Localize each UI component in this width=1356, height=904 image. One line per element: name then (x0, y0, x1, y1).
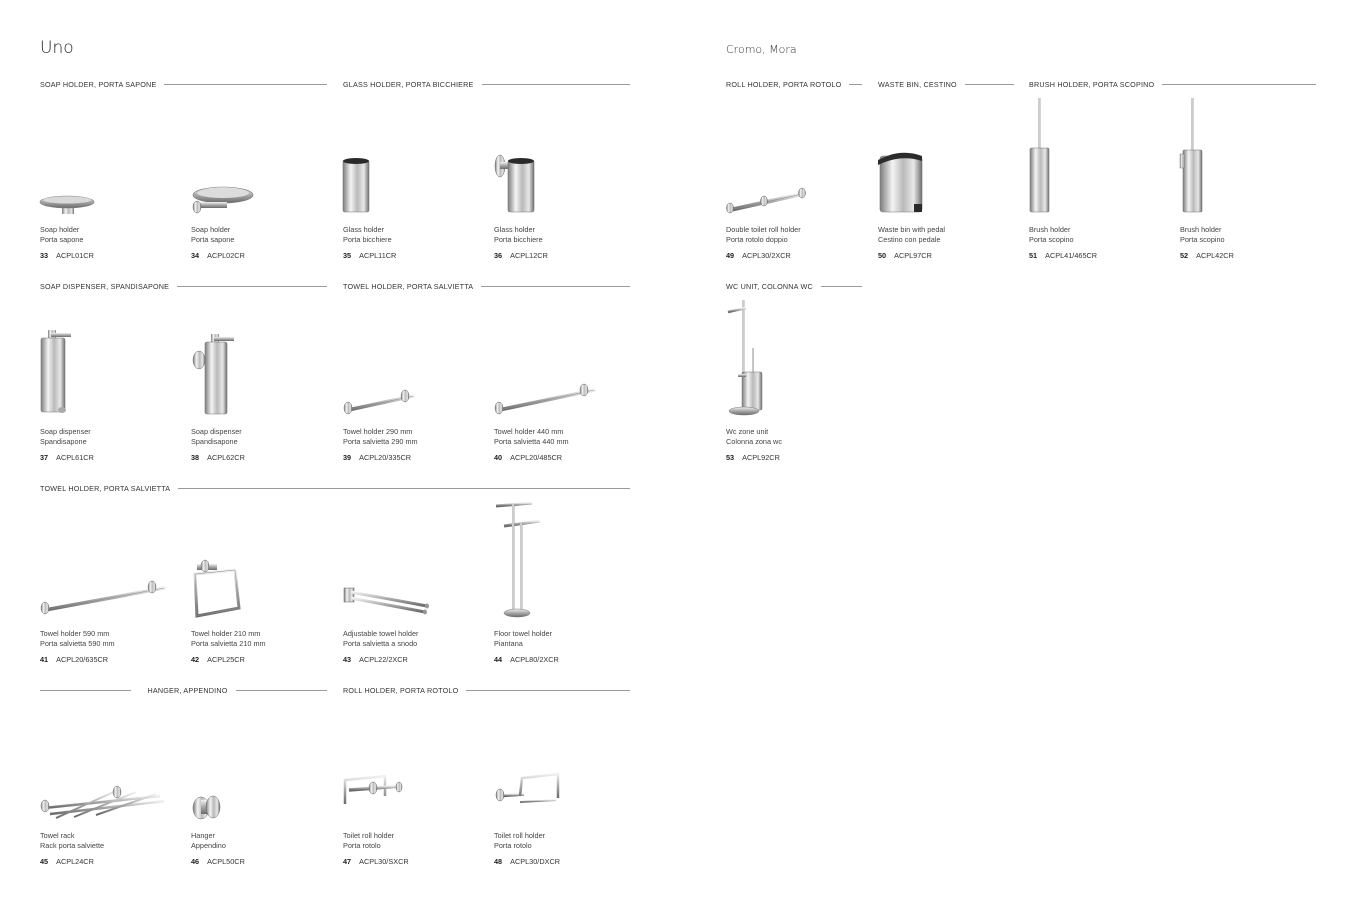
product-code-row (494, 251, 548, 260)
product-name: Soap holder (40, 225, 80, 234)
section-glass-holder (343, 78, 630, 90)
wc-column-icon (726, 300, 866, 422)
product-name: Soap dispenser (40, 427, 91, 436)
product-name: Towel holder 590 mm (40, 629, 110, 638)
section-label: WC UNIT, COLONNA WC (726, 281, 813, 291)
product-code: ACPL41/465CR (1045, 251, 1098, 260)
product-name-it: Porta bicchiere (343, 235, 392, 244)
product-name: Adjustable towel holder (343, 629, 419, 638)
product-card (1180, 98, 1320, 268)
product-name: Towel holder 290 mm (343, 427, 413, 436)
section-wc-unit (726, 280, 862, 292)
section-label: ROLL HOLDER, PORTA ROTOLO (726, 79, 842, 89)
product-code: ACPL24CR (56, 857, 94, 866)
section-rule (482, 84, 630, 85)
product-code: ACPL50CR (207, 857, 245, 866)
section-brush-holder (1029, 78, 1316, 90)
product-name-it: Porta rotolo (343, 841, 381, 850)
product-name: Towel holder 440 mm (494, 427, 564, 436)
product-name-it: Porta salvietta 210 mm (191, 639, 266, 648)
product-number: 39 (343, 453, 352, 462)
soap-dish-icon (40, 98, 180, 220)
long-towel-bar-icon (40, 502, 180, 624)
product-card (40, 704, 180, 874)
product-number: 50 (878, 251, 887, 260)
product-code: ACPL30/DXCR (510, 857, 561, 866)
roll-holder-left-icon (343, 704, 483, 826)
product-card (494, 704, 634, 874)
section-rule (466, 690, 630, 691)
product-code-row (40, 857, 94, 866)
product-name-it: Porta sapone (40, 235, 84, 244)
product-name-it: Porta salvietta 590 mm (40, 639, 115, 648)
product-number: 38 (191, 453, 200, 462)
toilet-brush-icon (1029, 98, 1169, 220)
product-name: Towel holder 210 mm (191, 629, 261, 638)
product-card (1029, 98, 1169, 268)
wall-soap-dispenser-icon (191, 300, 331, 422)
product-card (343, 98, 483, 268)
product-number: 35 (343, 251, 352, 260)
section-waste-bin (878, 78, 1014, 90)
product-code-row (191, 857, 245, 866)
product-card (40, 502, 180, 672)
product-number: 37 (40, 453, 49, 462)
product-code-row (494, 655, 559, 664)
product-name-it: Porta scopino (1180, 235, 1225, 244)
towel-rack-icon (40, 704, 180, 826)
product-name-it: Spandisapone (40, 437, 87, 446)
product-code-row (191, 453, 245, 462)
product-name-it: Porta rotolo doppio (726, 235, 788, 244)
hook-icon (191, 704, 331, 826)
product-name-it: Porta bicchiere (494, 235, 543, 244)
product-name-it: Porta salvietta 440 mm (494, 437, 569, 446)
product-name: Double toilet roll holder (726, 225, 801, 234)
product-code-row (494, 453, 562, 462)
product-card (191, 502, 331, 672)
section-towel-holder-a (343, 280, 630, 292)
pedal-bin-icon (878, 98, 1018, 220)
section-rule (1162, 84, 1316, 85)
section-label: WASTE BIN, CESTINO (878, 79, 957, 89)
wall-toilet-brush-icon (1180, 98, 1320, 220)
product-code: ACPL11CR (359, 251, 397, 260)
product-name: Towel rack (40, 831, 75, 840)
product-card (40, 98, 180, 268)
product-code-row (726, 453, 780, 462)
product-code-row (343, 857, 409, 866)
product-name: Floor towel holder (494, 629, 552, 638)
towel-ring-icon (191, 502, 331, 624)
section-soap-holder (40, 78, 327, 90)
section-towel-holder-b (40, 482, 630, 494)
tumbler-icon (343, 98, 483, 220)
short-towel-bar-icon (343, 300, 483, 422)
section-roll-holder-left (343, 684, 630, 696)
product-name-it: Appendino (191, 841, 226, 850)
product-card (191, 704, 331, 874)
section-roll-holder-right (726, 78, 862, 90)
product-code-row (40, 251, 94, 260)
product-code-row (1029, 251, 1097, 260)
section-rule (40, 690, 131, 691)
section-label: TOWEL HOLDER, PORTA SALVIETTA (40, 483, 171, 493)
product-code-row (191, 655, 245, 664)
product-code: ACPL01CR (56, 251, 94, 260)
product-card (726, 98, 866, 268)
section-hanger (40, 684, 327, 696)
product-card (343, 502, 483, 672)
section-rule (849, 84, 862, 85)
product-number: 34 (191, 251, 200, 260)
section-label: HANGER, APPENDINO (147, 685, 228, 695)
product-name-it: Porta salvietta 290 mm (343, 437, 418, 446)
product-number: 48 (494, 857, 503, 866)
product-name-it: Piantana (494, 639, 523, 648)
section-label: BRUSH HOLDER, PORTA SCOPINO (1029, 79, 1155, 89)
product-code: ACPL30/SXCR (359, 857, 409, 866)
product-code: ACPL42CR (1196, 251, 1234, 260)
product-name-it: Porta salvietta a snodo (343, 639, 418, 648)
product-name: Glass holder (494, 225, 535, 234)
product-number: 43 (343, 655, 352, 664)
product-card (343, 704, 483, 874)
product-code: ACPL92CR (742, 453, 780, 462)
product-number: 52 (1180, 251, 1189, 260)
section-label: ROLL HOLDER, PORTA ROTOLO (343, 685, 459, 695)
product-code: ACPL12CR (510, 251, 548, 260)
product-name-it: Porta rotolo (494, 841, 532, 850)
swivel-towel-bar-icon (343, 502, 483, 624)
product-number: 36 (494, 251, 503, 260)
product-code: ACPL62CR (207, 453, 245, 462)
section-label: SOAP HOLDER, PORTA SAPONE (40, 79, 157, 89)
product-card (191, 300, 331, 470)
product-name: Toilet roll holder (343, 831, 395, 840)
product-name: Wc zone unit (726, 427, 769, 436)
section-rule (481, 286, 630, 287)
product-code-row (343, 655, 408, 664)
product-number: 44 (494, 655, 503, 664)
series-title: Uno (40, 38, 74, 58)
product-code: ACPL02CR (207, 251, 245, 260)
medium-towel-bar-icon (494, 300, 634, 422)
product-code-row (191, 251, 245, 260)
product-code-row (878, 251, 932, 260)
product-code-row (40, 453, 94, 462)
product-code-row (494, 857, 560, 866)
product-name: Glass holder (343, 225, 384, 234)
section-label: TOWEL HOLDER, PORTA SALVIETTA (343, 281, 474, 291)
product-code: ACPL20/485CR (510, 453, 563, 462)
product-number: 41 (40, 655, 49, 664)
product-card (40, 300, 180, 470)
product-code: ACPL25CR (207, 655, 245, 664)
product-number: 42 (191, 655, 200, 664)
product-code-row (343, 251, 396, 260)
product-code: ACPL22/2XCR (359, 655, 408, 664)
product-name-it: Cestino con pedale (878, 235, 941, 244)
product-code-row (40, 655, 108, 664)
section-rule (178, 488, 630, 489)
product-code: ACPL20/335CR (359, 453, 412, 462)
product-card (494, 502, 634, 672)
floor-towel-stand-icon (494, 502, 634, 624)
product-card (343, 300, 483, 470)
product-code: ACPL30/2XCR (742, 251, 791, 260)
product-name-it: Spandisapone (191, 437, 238, 446)
section-rule (965, 84, 1014, 85)
product-number: 53 (726, 453, 735, 462)
product-name: Soap dispenser (191, 427, 242, 436)
product-card (494, 98, 634, 268)
product-code: ACPL97CR (894, 251, 932, 260)
wall-soap-dish-icon (191, 98, 331, 220)
product-number: 40 (494, 453, 503, 462)
product-number: 33 (40, 251, 49, 260)
product-card (878, 98, 1018, 268)
section-rule (236, 690, 327, 691)
product-name: Brush holder (1180, 225, 1222, 234)
roll-holder-right-icon (494, 704, 634, 826)
product-number: 51 (1029, 251, 1038, 260)
product-name: Brush holder (1029, 225, 1071, 234)
wall-tumbler-icon (494, 98, 634, 220)
product-card (494, 300, 634, 470)
product-number: 49 (726, 251, 735, 260)
product-name-it: Rack porta salviette (40, 841, 105, 850)
section-rule (177, 286, 327, 287)
section-soap-dispenser (40, 280, 327, 292)
product-code: ACPL20/635CR (56, 655, 109, 664)
product-name: Waste bin with pedal (878, 225, 946, 234)
soap-dispenser-icon (40, 300, 180, 422)
product-card (191, 98, 331, 268)
finish-title: Cromo, Mora (726, 43, 797, 56)
product-code-row (343, 453, 411, 462)
double-roll-holder-icon (726, 98, 866, 220)
product-name-it: Porta sapone (191, 235, 235, 244)
product-name-it: Colonna zona wc (726, 437, 782, 446)
product-name: Toilet roll holder (494, 831, 546, 840)
product-card (726, 300, 866, 470)
product-code-row (1180, 251, 1234, 260)
product-number: 47 (343, 857, 352, 866)
product-code: ACPL61CR (56, 453, 94, 462)
product-number: 46 (191, 857, 200, 866)
product-code-row (726, 251, 791, 260)
product-number: 45 (40, 857, 49, 866)
section-rule (821, 286, 862, 287)
product-code: ACPL80/2XCR (510, 655, 559, 664)
section-label: GLASS HOLDER, PORTA BICCHIERE (343, 79, 474, 89)
section-rule (164, 84, 327, 85)
product-name: Soap holder (191, 225, 231, 234)
product-name: Hanger (191, 831, 215, 840)
section-label: SOAP DISPENSER, SPANDISAPONE (40, 281, 170, 291)
product-name-it: Porta scopino (1029, 235, 1074, 244)
